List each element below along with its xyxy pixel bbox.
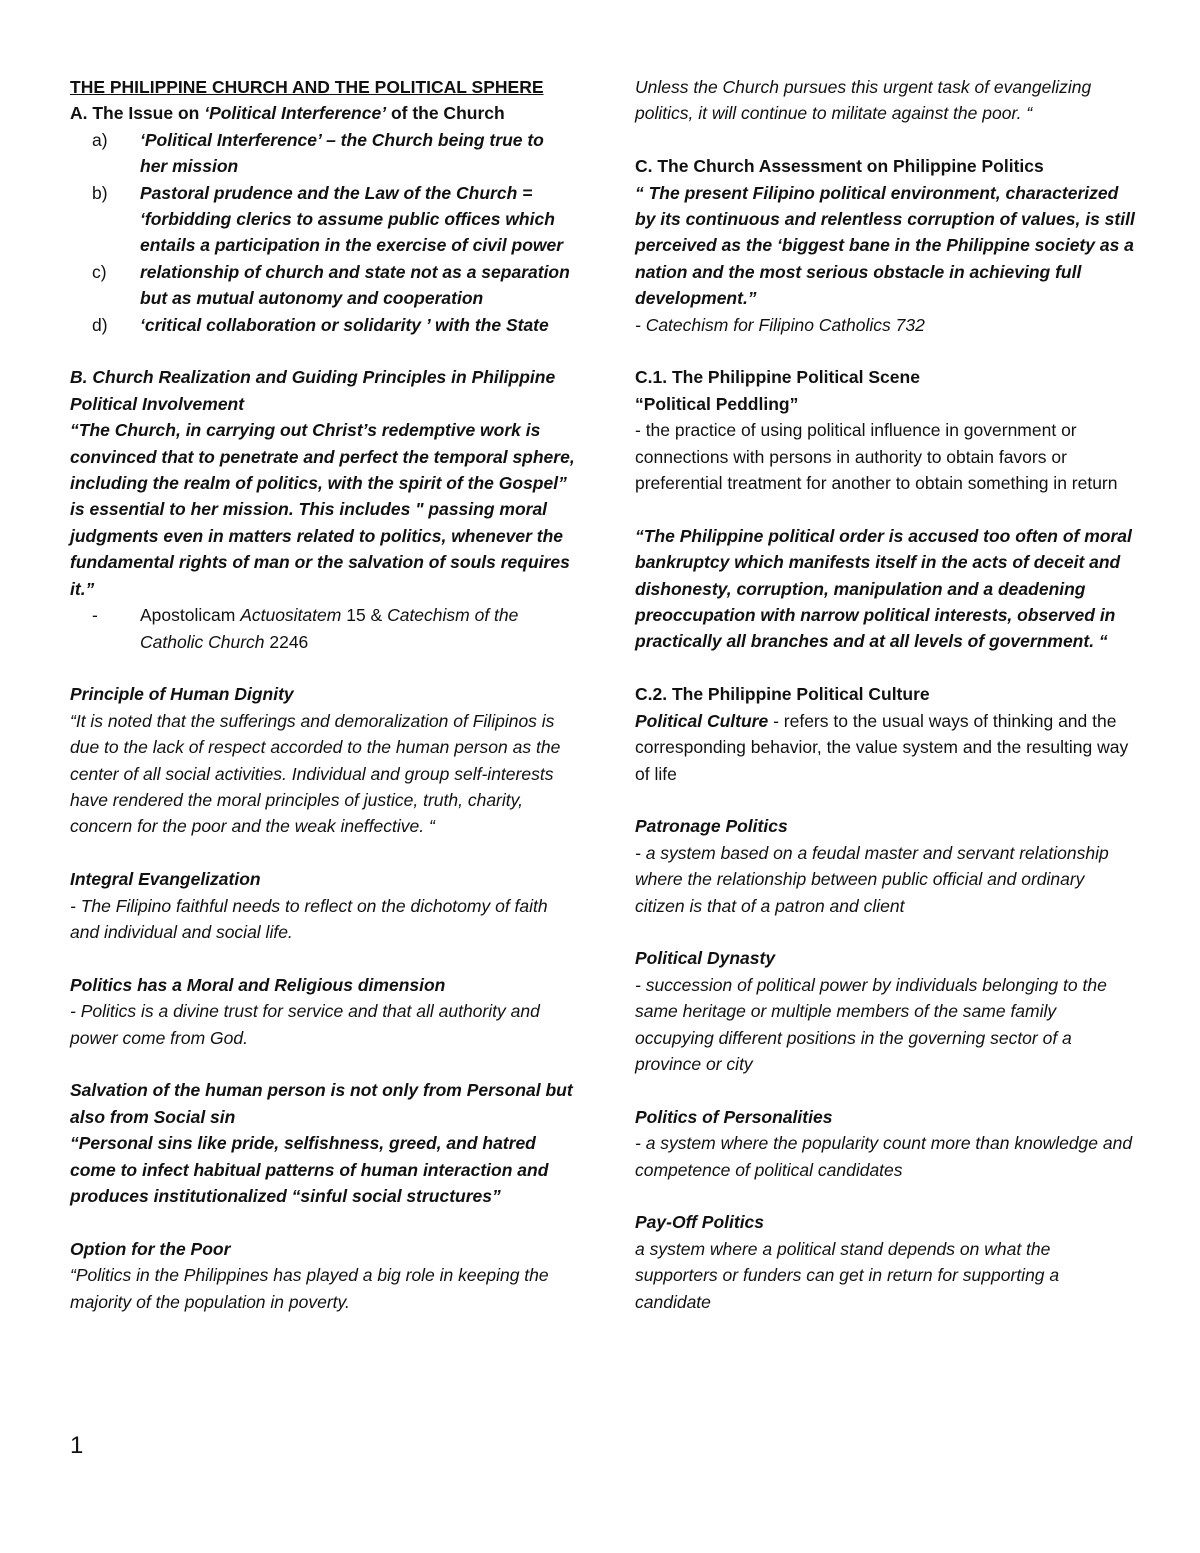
patronage-politics-heading: Patronage Politics	[635, 816, 788, 837]
section-c1-heading: C.1. The Philippine Political Scene	[635, 367, 920, 388]
section-c-quote: “ The present Filipino political environment, characterized by its continuous and relentless corruption of values, is still perceived as the ‘biggest bane in the Philippine society as a nation and the most serious obstacle in achieving full development.”	[635, 182, 1135, 309]
section-a-heading-emphasis: ‘Political Interference’	[204, 103, 387, 124]
reference-part: Apostolicam	[140, 605, 241, 626]
integral-evangelization-text: - The Filipino faithful needs to reflect on the dichotomy of faith and individual and social life.	[70, 895, 548, 942]
list-item	[70, 259, 575, 312]
spacer	[635, 496, 1135, 522]
document-title: THE PHILIPPINE CHURCH AND THE POLITICAL SPHERE	[70, 77, 544, 97]
section-c-reference: - Catechism for Filipino Catholics 732	[635, 314, 925, 335]
list-marker: d)	[92, 314, 108, 335]
section-b-quote: “The Church, in carrying out Christ’s redemptive work is convinced that to penetrate and perfect the temporal sphere, including the realm of politics, with the spirit of the Gospel” is essential to her mission. This includes " passing moral judgments even in matters related to politics, whenever the fundamental rights of man or the salvation of souls requires it.”	[70, 420, 575, 599]
list-item-text: ‘critical collaboration or solidarity ’ with the State	[140, 314, 549, 335]
section-c1-text: - the practice of using political influence in government or connections with persons in authority to obtain favors or preferential treatment for another to obtain something in return	[635, 420, 1118, 494]
list-marker: c)	[92, 261, 107, 282]
politics-of-personalities-text: - a system where the popularity count more than knowledge and competence of political candidates	[635, 1133, 1133, 1180]
list-item	[70, 180, 575, 259]
political-dynasty-heading: Political Dynasty	[635, 948, 776, 969]
list-item-text: ‘Political Interference’ – the Church being true to her mission	[140, 129, 544, 177]
spacer	[635, 338, 1135, 364]
human-dignity-text: “It is noted that the sufferings and demoralization of Filipinos is due to the lack of respect accorded to the human person as the center of all social activities. Individual and group self-interests have rendered the moral principles of justice, truth, charity, concern for the poor and the weak ineffective. “	[70, 710, 561, 837]
list-marker: -	[92, 605, 98, 626]
integral-evangelization-heading: Integral Evangelization	[70, 869, 261, 890]
spacer	[635, 1077, 1135, 1103]
spacer	[635, 655, 1135, 681]
patronage-politics-text: - a system based on a feudal master and servant relationship where the relationship between public official and ordinary citizen is that of a patron and client	[635, 842, 1109, 916]
spacer	[70, 1209, 575, 1235]
list-item	[70, 127, 575, 180]
political-dynasty-text: - succession of political power by individuals belonging to the same heritage or multiple members of the same family occupying different positions in the governing sector of a province or city	[635, 974, 1107, 1074]
section-c2-heading: C.2. The Philippine Political Culture	[635, 684, 930, 705]
section-b-heading: B. Church Realization and Guiding Principles in Philippine Political Involvement	[70, 367, 556, 414]
list-item-text: relationship of church and state not as a separation but as mutual autonomy and cooperation	[140, 261, 570, 309]
reference-part: 2246	[264, 631, 309, 652]
option-for-poor-heading: Option for the Poor	[70, 1238, 231, 1259]
political-culture-term: Political Culture	[635, 710, 769, 731]
option-for-poor-text: “Politics in the Philippines has played a big role in keeping the majority of the population in poverty.	[70, 1265, 549, 1312]
pay-off-politics-heading: Pay-Off Politics	[635, 1212, 765, 1233]
spacer	[635, 1183, 1135, 1209]
section-a-heading-suffix: of the Church	[386, 103, 505, 124]
salvation-heading: Salvation of the human person is not only from Personal but also from Social sin	[70, 1080, 573, 1127]
reference-part: 15 &	[341, 605, 388, 626]
pay-off-politics-text: a system where a political stand depends on what the supporters or funders can get in return for supporting a candidate	[635, 1238, 1060, 1312]
spacer	[70, 945, 575, 971]
page-number: 1	[70, 1432, 84, 1459]
spacer	[70, 338, 575, 364]
section-a-heading-prefix: A. The Issue on	[70, 103, 205, 124]
human-dignity-heading: Principle of Human Dignity	[70, 684, 294, 705]
spacer	[635, 787, 1135, 813]
list-item-text: Pastoral prudence and the Law of the Church = ‘forbidding clerics to assume public offices which entails a participation in the exercise of civil power	[140, 182, 564, 256]
left-column	[70, 74, 575, 1315]
moral-dimension-text: - Politics is a divine trust for service and that all authority and power come from God.	[70, 1001, 540, 1048]
spacer	[635, 919, 1135, 945]
politics-of-personalities-heading: Politics of Personalities	[635, 1106, 833, 1127]
political-culture-definition	[635, 708, 1135, 787]
section-c1-subheading: “Political Peddling”	[635, 393, 799, 414]
list-item	[70, 312, 575, 338]
spacer	[70, 840, 575, 866]
list-marker: a)	[92, 129, 108, 150]
moral-dimension-heading: Politics has a Moral and Religious dimension	[70, 974, 446, 995]
section-c-heading: C. The Church Assessment on Philippine Politics	[635, 156, 1044, 177]
salvation-text: “Personal sins like pride, selfishness, greed, and hatred come to infect habitual patterns of human interaction and produces institutionalized “sinful social structures”	[70, 1133, 549, 1206]
reference-item	[70, 602, 575, 655]
spacer	[635, 127, 1135, 153]
reference-part: Actuositatem	[240, 605, 342, 626]
political-culture-text: - refers to the usual ways of thinking and the corresponding behavior, the value system and the resulting way of life	[635, 710, 1129, 784]
right-column	[635, 74, 1135, 1315]
continued-text: Unless the Church pursues this urgent task of evangelizing politics, it will continue to militate against the poor. “	[635, 77, 1092, 124]
spacer	[70, 655, 575, 681]
spacer	[70, 1051, 575, 1077]
reference-text	[140, 602, 575, 655]
reference-part: Catechism of the Catholic Church	[140, 605, 519, 652]
section-c1-quote: “The Philippine political order is accused too often of moral bankruptcy which manifests itself in the acts of deceit and dishonesty, corruption, manipulation and a deadening preoccupation with narrow political interests, observed in practically all branches and at all levels of government. “	[635, 525, 1132, 652]
list-marker: b)	[92, 182, 108, 203]
section-a-heading	[70, 100, 575, 126]
